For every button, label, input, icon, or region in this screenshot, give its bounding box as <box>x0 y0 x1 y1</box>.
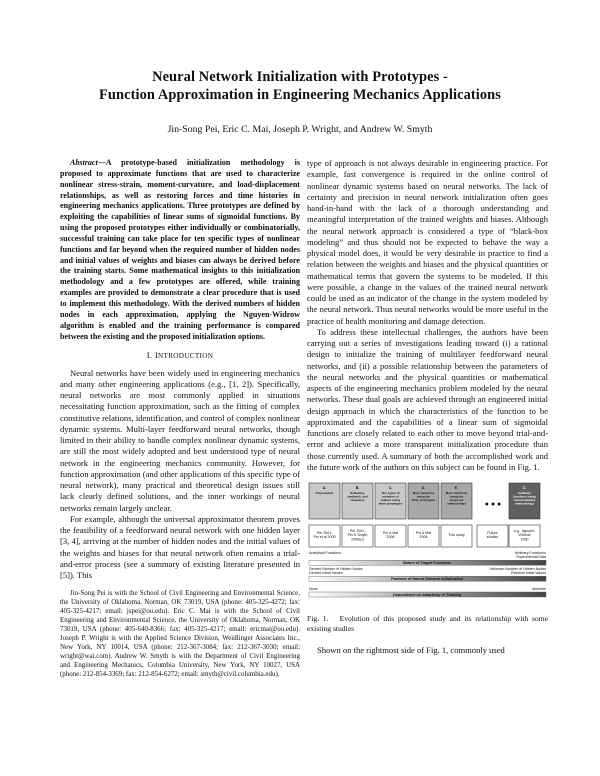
scale-left-label: Derived Number of Hidden Nodes Derived Initial Values <box>309 567 363 576</box>
stage-box-label: D. <box>421 486 426 490</box>
section-heading-introduction <box>60 350 300 362</box>
reference-text: This study <box>448 533 465 537</box>
caption-number: Fig. 1. <box>307 614 329 624</box>
reference-text: Pei & Mai 2006 <box>415 531 432 540</box>
section-rest: NTRODUCTION <box>158 352 214 361</box>
stage-box-label: E. <box>454 486 459 490</box>
stage-box-label: Z. <box>522 486 527 490</box>
scale-center-label: Features of Neural Network Initialization <box>390 577 464 582</box>
right-paragraph-3: Shown on the rightmost side of Fig. 1, commonly used <box>317 645 505 655</box>
right-paragraph-2: To address these intellectual challenges, the authors have been carrying out a series of investigations leading toward (i) a rational design to initialize the training of multilayer feedforward neural networks, and (ii) a possible relationship between the parameters of the neural networks and the physical quantities or mathematical aspects of the engineering mechanics problem modeled by the neural networks. These dual goals are achieved through an engineered initial design approach in which the characteristics of the function to be approximated and the capabilities of a linear sum of sigmoidal functions are closely related to each other to move beyond trial-and-error and achieve a more transparent initialization procedure than those currently used. A summary of both the accomplished work and the future work of the authors on this subject can be found in Fig. 1. <box>307 326 548 472</box>
abstract-text: A prototype-based initialization methodology is proposed to approximate functions that are used to characterize nonlinear stress-strain, moment-curvature, and load-displacement relationships, as well as restoring forces and time histories in engineering mechanics applications. Three prototypes are defined by exploiting the capabilities of linear sums of sigmoidal functions. By using the proposed prototypes either individually or combinatorially, successful training can take place for ten specific types of nonlinear functions and far beyond when the required number of hidden nodes and initial values of weights and biases can always be derived before the training starts. Some mathematical insights to this initialization methodology and a few prototypes are offered, while training examples are provided to demonstrate a clear procedure that is used to implement this methodology. With the derived numbers of hidden nodes in each approximation, applying the Nguyen-Widrow algorithm is enabled and the training performance is compared between the existing and the proposed initialization options. <box>60 158 300 341</box>
left-column <box>60 158 300 679</box>
author-list: Jin-Song Pei, Eric C. Mai, Joseph P. Wright, and Andrew W. Smyth <box>167 124 433 135</box>
figure-1-diagram <box>307 481 548 607</box>
scale-center-label: Nature of Target Functions <box>402 561 452 566</box>
author-footnote: Jin-Song Pei is with the School of Civil Engineering and Environmental Science, the University of Oklahoma, Norman, OK 73019, USA (phone: 405-325-4272; fax: 405-325-4217; email: jspei@ou.edu). Eric C. Mai is with the School of Civil Engineering and Environmental Science, the University of Oklahoma, Norman, OK 73019, USA (phone: 405-640-8366; fax: 405-325-4217; email: ericmai@ou.edu). Joseph P. Wright is with the Applied Science Division, Weidlinger Associates Inc., New York, NY 10014, USA (phone: 212-367-3084; fax: 212-367-3030; email: wright@wai.com). Andrew W. Smyth is with the Department of Civil Engineering and Engineering Mechanics, Columbia University, New York, NY 10027, USA (phone: 212-854-3369; fax: 212-854-6272; email: smyth@civil.columbia.edu). <box>60 589 300 679</box>
stage-box-label: B. <box>355 486 360 490</box>
scale-right-label: Arbitrary Functions/ Experimental Data <box>514 551 546 560</box>
right-column <box>307 158 548 656</box>
scale-left-label: Analytical Functions <box>309 551 341 555</box>
stage-box-label: C. <box>388 486 393 490</box>
abstract-dash: — <box>97 158 106 167</box>
stage-box-text: Arbitrary functions using neural-network methodology <box>513 491 536 506</box>
figure-1-caption <box>307 614 548 634</box>
section-first-letter: I <box>154 350 159 361</box>
scale-left-label: None <box>309 587 318 591</box>
scale-center-label: Dependence on Adaptivity of Training <box>392 592 462 597</box>
title-line-2: Function Approximation in Engineering Mechanics Applications <box>99 87 501 103</box>
stage-box-label: A. <box>322 486 327 490</box>
stage-box-text: More functions using the proposed methodology <box>445 491 468 506</box>
paper-title <box>40 68 560 104</box>
intro-paragraph-1: Neural networks have been widely used in engineering mechanics and many other engineering applications (e.g., [1, 2]). Specifically, neural networks are most commonly applied in situations necessitating function approximation, such as the fitting of complex constitutive relations, identification, and control of complex nonlinear dynamic systems. Multi-layer feedforward neural networks, though limited in their ability to handle complex nonlinear dynamic systems, are still the most widely adopted and best understood type of neural network in the engineering mechanics community. However, for function approximation (and other applications of this specific type of neural network), many practical and theoretical design issues still lack clearly defined solutions, and the inner workings of neural networks remain largely unclear. <box>60 367 300 513</box>
stage-box-text: Softening, sandwich, and clearance <box>347 491 368 502</box>
continuation-dots: ● ● ● <box>484 501 502 508</box>
reference-text: e.g., Nguyen-Widrow 1990 <box>513 529 536 542</box>
stage-box-text: Polynomials <box>315 491 334 495</box>
reference-text: Future studies <box>486 531 499 540</box>
reference-text: Pei & Mai 2006 <box>382 531 399 540</box>
figure-1 <box>307 481 548 634</box>
stage-box-text: Two types of variation of feature using three prototypes <box>378 491 403 506</box>
section-numeral: I. <box>146 350 153 361</box>
reference-text: Pei 2001, Pei et al 2005 <box>313 531 336 540</box>
scale-right-label: Absolute <box>532 587 546 591</box>
intro-paragraph-2: For example, although the universal approximator theorem proves the feasibility of a feedforward neural network with one hidden layer [3, 4], arriving at the number of hidden nodes and the initial values of the weights and biases for that neural network often remains a trial-and-error process (see a summary of existing literature presented in [5]). This <box>60 513 300 581</box>
stage-box-text: More functions using the three prototypes <box>411 491 436 502</box>
right-paragraph-1: type of approach is not always desirable in engineering practice. For example, fast convergence is required in the online control of nonlinear dynamic systems based on neural networks. The lack of certainty and precision in neural network initialization often goes hand-in-hand with the lack of a thorough understanding and meaningful interpretation of the trained weights and biases. Although the neural network approach is considered a type of “black-box modeling” and thus should not be expected to behave the way a physical model does, it would be very desirable in practice to find a relation between the weights and biases and the physical quantities or mathematical terms that govern the systems to be modeled. If this were possible, a change in the values of the trained neural network could be used as an indicator of the change in the system modeled by the neural network. Thus neural networks would be more useful in the practice of health monitoring and damage detection. <box>307 158 548 326</box>
caption-text: Evolution of this proposed study and its relationship with some existing studies <box>307 614 548 634</box>
abstract-label: Abstract <box>70 158 98 167</box>
abstract <box>60 158 300 342</box>
reference-text: Pei 2001, Pei & Smyth 2006a,b <box>347 529 368 542</box>
title-line-1: Neural Network Initialization with Prototypes - <box>152 69 448 85</box>
scale-right-label: Unknown Number of Hidden Nodes Random Initial Values <box>489 567 546 576</box>
